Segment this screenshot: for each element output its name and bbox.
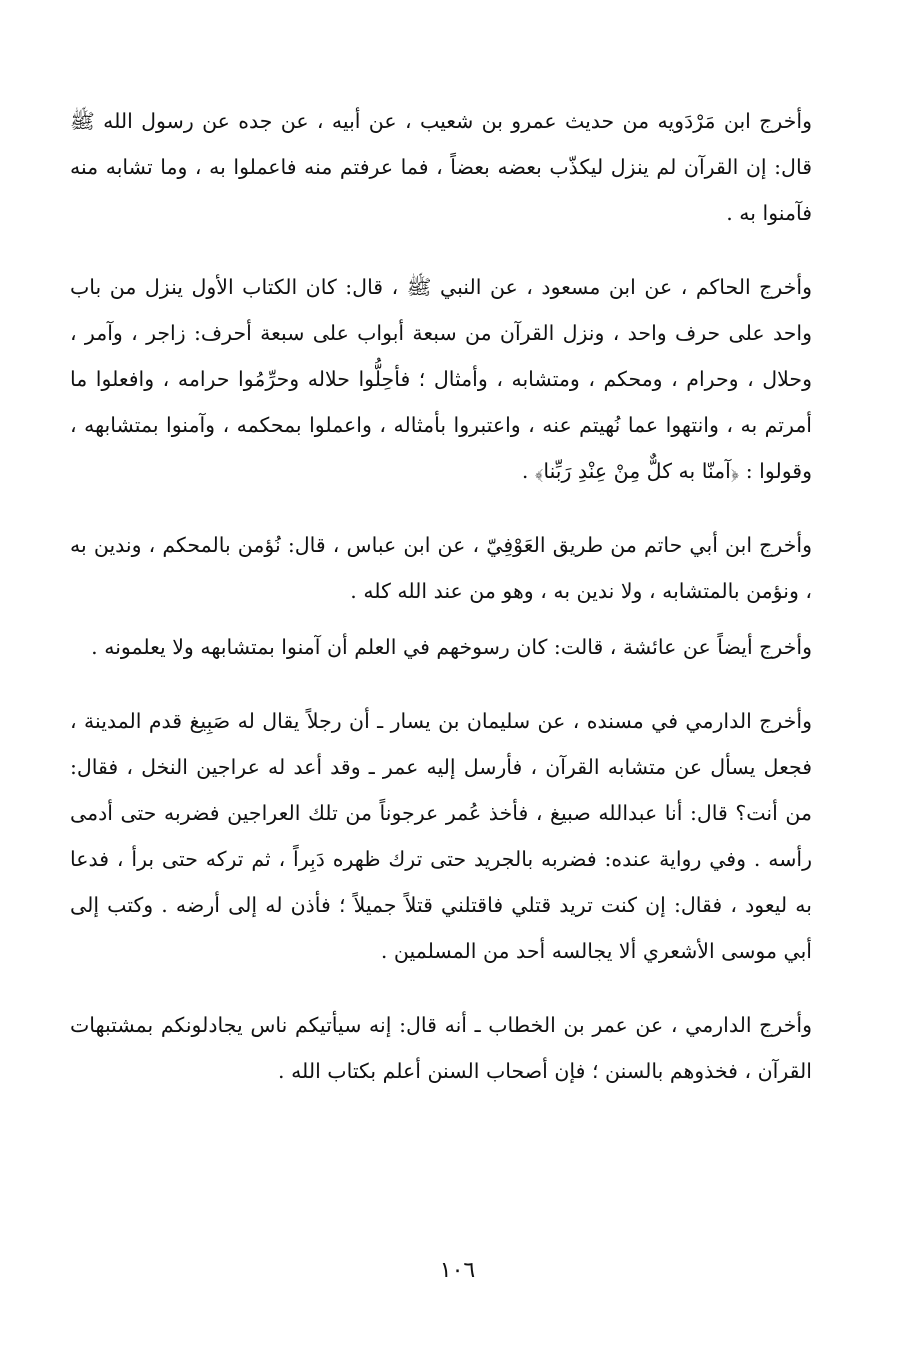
paragraph-ibn-abi-hatim: وأخرج ابن أبي حاتم من طريق العَوْفِيّ ، عن ابن عباس ، قال: نُؤمن بالمحكم ، وندين به ، ونؤمن بالمتشابه ، ولا ندين به ، وهو من عند الله كله . [70,533,812,603]
page-number: ١٠٦ [439,1258,476,1283]
paragraph-aisha: وأخرج أيضاً عن عائشة ، قالت: كان رسوخهم في العلم أن آمنوا بمتشابهه ولا يعلمونه . [91,635,812,659]
paragraph-al-darimi-sabigh: وأخرج الدارمي في مسنده ، عن سليمان بن يسار ـ أن رجلاً يقال له صَبِيغ قدم المدينة ، فجعل يسأل عن متشابه القرآن ، فأرسل إليه عمر ـ وقد أعد له عراجين النخل ، فقال: من أنت؟ قال: أنا عبدالله صبيغ ، فأخذ عُمر عرجوناً من تلك العراجين فضربه حتى أدمى رأسه . وفي رواية عنده: فضربه بالجريد حتى ترك ظهره دَبِراً ، ثم تركه حتى برأ ، فدعا به ليعود ، فقال: إن كنت تريد قتلي فاقتلني قتلاً جميلاً ؛ فأذن له إلى أرضه . وكتب إلى أبي موسى الأشعري ألا يجالسه أحد من المسلمين . [70,709,812,963]
page-body [70,98,812,1094]
paragraph-al-hakim: وأخرج الحاكم ، عن ابن مسعود ، عن النبي ﷺ ، قال: كان الكتاب الأول ينزل من باب واحد على حرف واحد ، ونزل القرآن من سبعة أبواب على سبعة أحرف: زاجر ، وآمر ، وحلال ، وحرام ، ومحكم ، ومتشابه ، وأمثال ؛ فأحِلُّوا حلاله وحرِّمُوا حرامه ، وافعلوا ما أمرتم به ، وانتهوا عما نُهيتم عنه ، واعتبروا بأمثاله ، واعملوا بمحكمه ، وآمنوا بمتشابهه ، وقولوا : ﴿آمنّا به كلٌّ مِنْ عِنْدِ رَبِّنا﴾ . [70,275,812,483]
paragraph-al-darimi-umar: وأخرج الدارمي ، عن عمر بن الخطاب ـ أنه قال: إنه سيأتيكم ناس يجادلونكم بمشتبهات القرآن ، فخذوهم بالسنن ؛ فإن أصحاب السنن أعلم بكتاب الله . [70,1013,812,1083]
paragraph-ibn-mardawayh: وأخرج ابن مَرْدَويه من حديث عمرو بن شعيب ، عن أبيه ، عن جده عن رسول الله ﷺ قال: إن القرآن لم ينزل ليكذّب بعضه بعضاً ، فما عرفتم منه فاعملوا به ، وما تشابه منه فآمنوا به . [70,109,812,225]
